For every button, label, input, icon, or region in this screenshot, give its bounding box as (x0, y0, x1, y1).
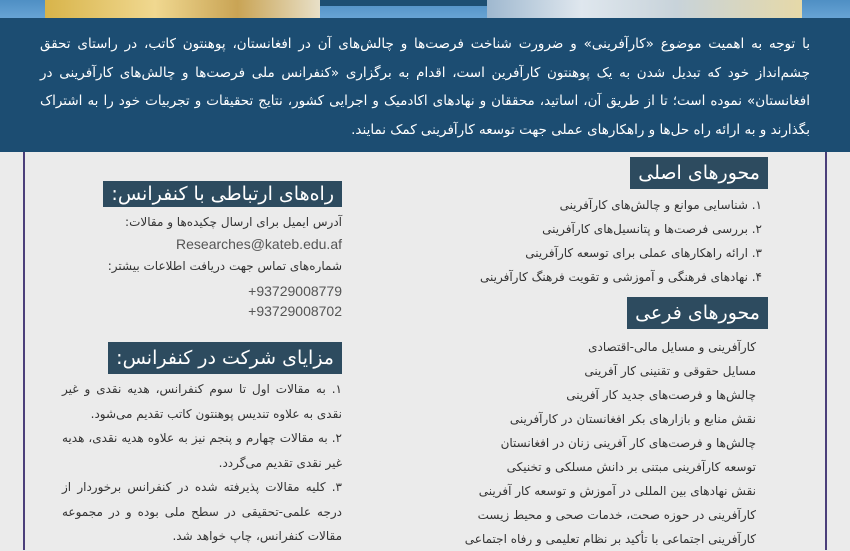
sub-topic-item: کارآفرینی در حوزه صحت، خدمات صحی و محیط زیست (477, 508, 756, 522)
sub-topic-item: چالش‌ها و فرصت‌های کار آفرینی زنان در افغانستان (500, 436, 756, 450)
main-topic-item: ۳. ارائه راهکارهای عملی برای توسعه کارآفرینی (525, 246, 762, 260)
sub-topics-heading: محورهای فرعی (627, 297, 768, 329)
sub-topic-item: نقش منابع و بازارهای بکر افغانستان در کارآفرینی (509, 412, 756, 426)
title-bar-edge (320, 0, 487, 6)
sub-topic-item: کارآفرینی اجتماعی با تأکید بر نظام تعلیمی و رفاه اجتماعی (464, 532, 756, 546)
main-topic-item: ۲. بررسی فرصت‌ها و پتانسیل‌های کارآفرینی (542, 222, 762, 236)
main-topics-heading: محورهای اصلی (630, 157, 768, 189)
phone-number[interactable]: +93729008702 (248, 303, 342, 319)
sub-topic-item: چالش‌ها و فرصت‌های جدید کار آفرینی (566, 388, 756, 402)
main-topics-section (480, 157, 768, 289)
contact-heading: راه‌های ارتباطی با کنفرانس: (103, 181, 342, 207)
intro-text: با توجه به اهمیت موضوع «کارآفرینی» و ضرورت شناخت فرصت‌ها و چالش‌های آن در افغانستان، پوهنتون کاتب، در راستای تحقق چشم‌انداز خود که تبدیل شدن به یک پوهنتون کارآفرین است، اقدام به برگزاری «کنفرانس ملی فرصت‌ها و چالش‌های کارآفرینی در افغانستان» نموده است؛ تا از طریق آن، اساتید، محققان و نهادهای اکادمیک و اجرایی کشور، نتایج تحقیقات و تجربیات خود را به اشتراک بگذارند و به ارائه راه حل‌ها و راهکارهای عملی جهت توسعه کارآفرینی کمک نمایند. (0, 18, 850, 152)
sub-topics-section (465, 297, 768, 551)
sub-topic-item: نقش نهادهای بین المللی در آموزش و توسعه کار آفرینی (478, 484, 756, 498)
sub-topic-item: کارآفرینی و مسایل مالی-اقتصادی (588, 340, 756, 354)
building-image-left (45, 0, 320, 20)
building-image-right (487, 0, 802, 20)
border-line-left (23, 152, 25, 550)
phone-number[interactable]: +93729008779 (248, 283, 342, 299)
email-link[interactable]: Researches@kateb.edu.af (176, 236, 342, 252)
benefit-item: ۲. به مقالات چهارم و پنجم نیز به علاوه هدیه نقدی، هدیه غیر نقدی تقدیم می‌گردد. (62, 431, 342, 470)
benefit-item: ۳. کلیه مقالات پذیرفته شده در کنفرانس برخوردار از درجه علمی-تحقیقی در سطح ملی بوده و در مجموعه مقالات کنفرانس، چاپ خواهد شد. (62, 480, 342, 543)
phone-label: شماره‌های تماس جهت دریافت اطلاعات بیشتر: (107, 259, 342, 273)
email-label: آدرس ایمیل برای ارسال چکیده‌ها و مقالات: (125, 215, 342, 229)
sub-topic-item: مسایل حقوقی و تقنینی کار آفرینی (584, 364, 756, 378)
benefits-heading: مزایای شرکت در کنفرانس: (108, 342, 342, 374)
benefits-section (62, 342, 342, 549)
main-topic-item: ۱. شناسایی موانع و چالش‌های کارآفرینی (559, 198, 762, 212)
benefit-item: ۱. به مقالات اول تا سوم کنفرانس، هدیه نقدی و غیر نقدی به علاوه تندیس پوهنتون کاتب تقدیم می‌شود. (62, 382, 342, 421)
header-photo (0, 0, 850, 20)
border-line-right (825, 152, 827, 550)
main-topic-item: ۴. نهادهای فرهنگی و آموزشی و تقویت فرهنگ کارآفرینی (480, 270, 762, 284)
contact-section (102, 181, 342, 321)
sub-topic-item: توسعه کارآفرینی مبتنی بر دانش مسلکی و تخنیکی (506, 460, 756, 474)
